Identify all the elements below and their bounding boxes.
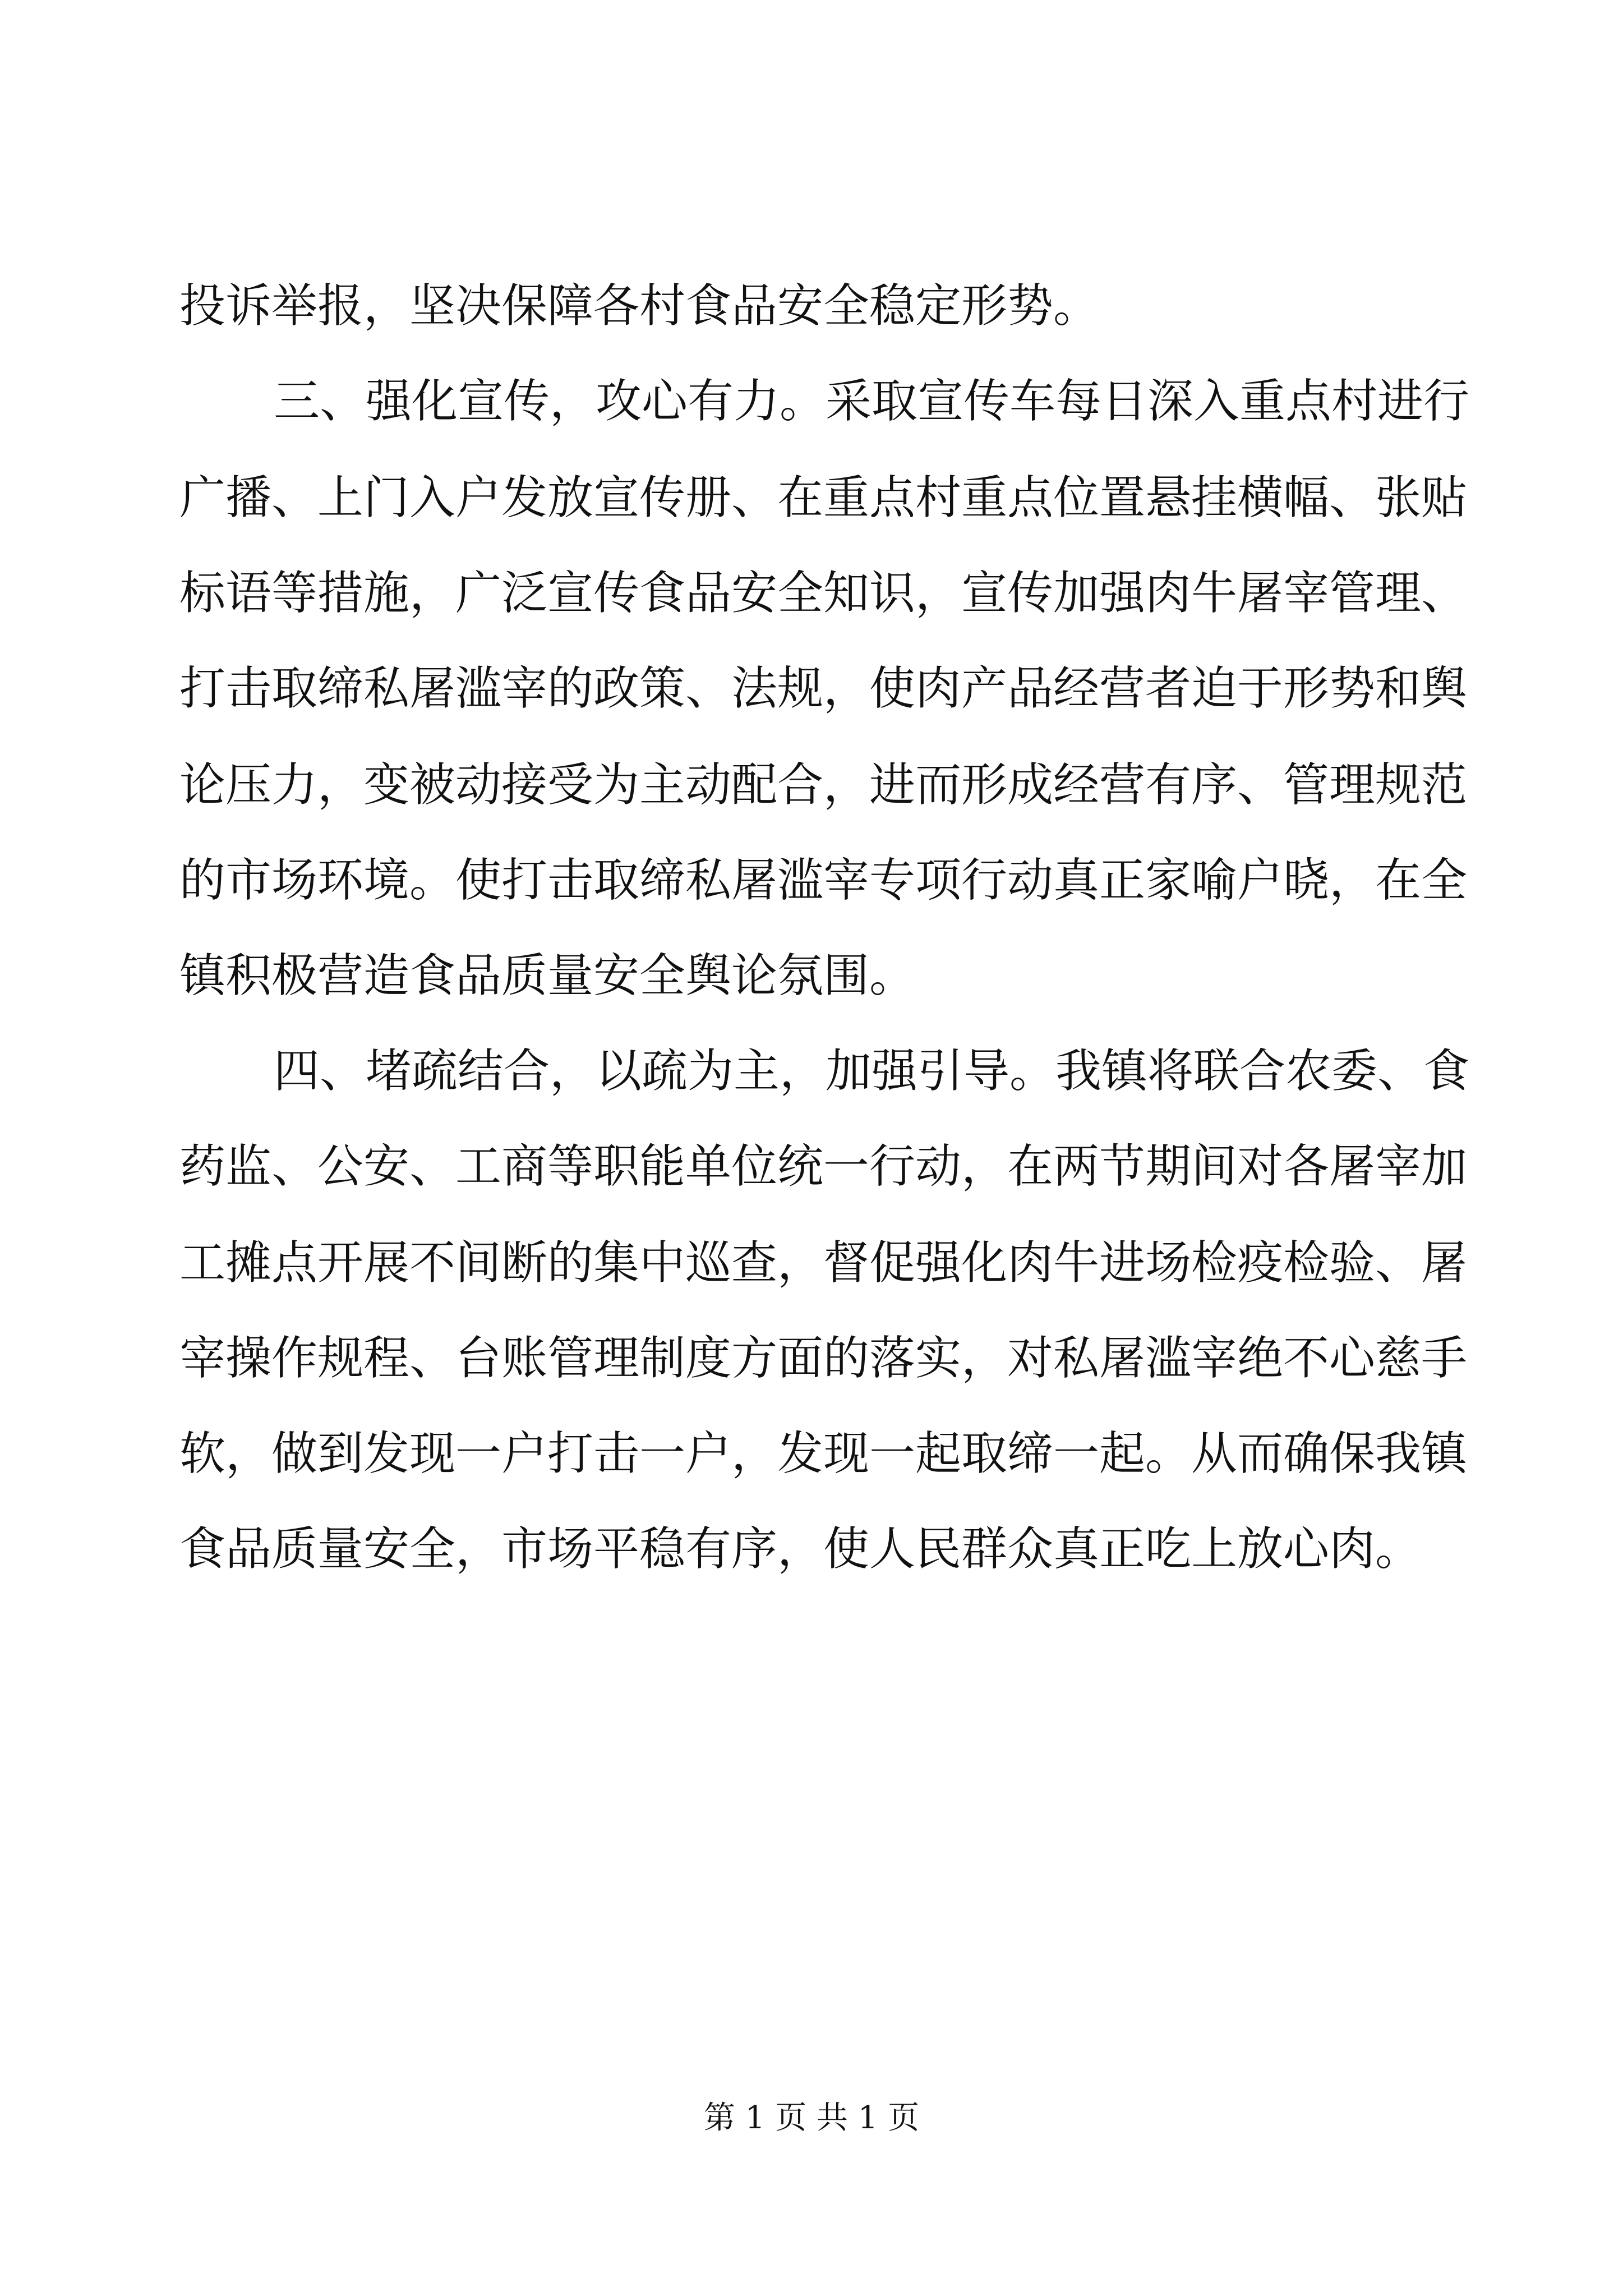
paragraph-2-line-7: 镇积极营造食品质量安全舆论氛围。 [179,949,916,1002]
paragraph-2-line-3: 标语等措施，广泛宣传食品安全知识，宣传加强肉牛屠宰管理、 [179,567,1468,620]
paragraph-2-line-4: 打击取缔私屠滥宰的政策、法规，使肉产品经营者迫于形势和舆 [179,662,1468,715]
paragraph-2-line-6: 的市场环境。使打击取缔私屠滥宰专项行动真正家喻户晓，在全 [179,854,1468,907]
paragraph-1-line-1: 投诉举报，坚决保障各村食品安全稳定形势。 [179,279,1100,333]
paragraph-3-line-2: 药监、公安、工商等职能单位统一行动，在两节期间对各屠宰加 [179,1140,1468,1193]
paragraph-3-line-1: 四、堵疏结合，以疏为主，加强引导。我镇将联合农委、食 [274,1045,1470,1098]
paragraph-3-line-5: 软，做到发现一户打击一户，发现一起取缔一起。从而确保我镇 [179,1427,1468,1480]
paragraph-3-line-3: 工摊点开展不间断的集中巡查，督促强化肉牛进场检疫检验、屠 [179,1236,1468,1290]
paragraph-3-line-6: 食品质量安全，市场平稳有序，使人民群众真正吃上放心肉。 [179,1522,1422,1576]
paragraph-2-line-1: 三、强化宣传，攻心有力。采取宣传车每日深入重点村进行 [274,375,1470,428]
paragraph-2-line-5: 论压力，变被动接受为主动配合，进而形成经营有序、管理规范 [179,758,1468,812]
page-number-footer: 第 1 页 共 1 页 [703,2100,920,2136]
paragraph-3-line-4: 宰操作规程、台账管理制度方面的落实，对私屠滥宰绝不心慈手 [179,1332,1468,1385]
paragraph-2-line-2: 广播、上门入户发放宣传册、在重点村重点位置悬挂横幅、张贴 [179,471,1468,524]
